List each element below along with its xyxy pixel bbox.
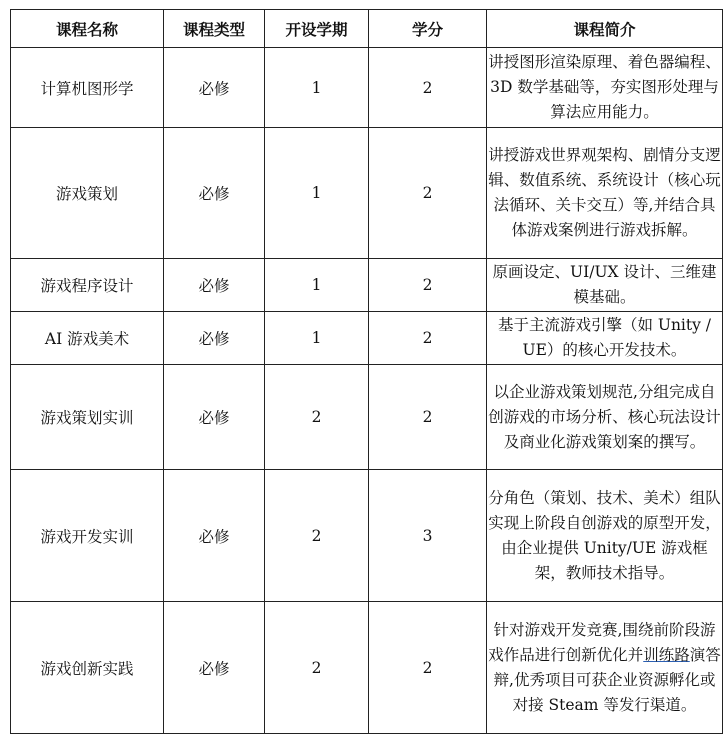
cell-course-name: 游戏程序设计 — [11, 259, 164, 312]
header-course-name: 课程名称 — [11, 10, 164, 48]
cell-credits: 2 — [369, 48, 487, 128]
cell-course-name: 计算机图形学 — [11, 48, 164, 128]
cell-semester: 1 — [265, 48, 369, 128]
table-row — [11, 259, 723, 312]
course-table — [10, 9, 723, 734]
cell-course-type: 必修 — [164, 312, 265, 365]
table-row — [11, 312, 723, 365]
cell-semester: 1 — [265, 312, 369, 365]
cell-course-type: 必修 — [164, 128, 265, 259]
cell-course-name: 游戏策划实训 — [11, 365, 164, 470]
header-semester: 开设学期 — [265, 10, 369, 48]
table-row — [11, 470, 723, 602]
cell-description: 以企业游戏策划规范,分组完成自创游戏的市场分析、核心玩法设计及商业化游戏策划案的撰写。 — [487, 365, 723, 470]
table-row — [11, 128, 723, 259]
cell-course-name: 游戏创新实践 — [11, 602, 164, 734]
description-text: 演答辩,优秀项目可获企业资源孵化或对接 Steam 等发行渠道。 — [493, 645, 721, 714]
cell-semester: 1 — [265, 259, 369, 312]
cell-course-type: 必修 — [164, 470, 265, 602]
cell-course-type: 必修 — [164, 602, 265, 734]
header-course-type: 课程类型 — [164, 10, 265, 48]
cell-description: 讲授游戏世界观架构、剧情分支逻辑、数值系统、系统设计（核心玩法循环、关卡交互）等,并结合具体游戏案例进行游戏拆解。 — [487, 128, 723, 259]
table-row — [11, 48, 723, 128]
header-credits: 学分 — [369, 10, 487, 48]
cell-description: 基于主流游戏引擎（如 Unity / UE）的核心开发技术。 — [487, 312, 723, 365]
cell-semester: 2 — [265, 602, 369, 734]
cell-description: 原画设定、UI/UX 设计、三维建模基础。 — [487, 259, 723, 312]
description-text: 针对游戏开发竞赛,围绕前阶段游戏作品进行创新优化并 — [488, 620, 716, 664]
underlined-link-text[interactable]: 训练路 — [643, 645, 690, 664]
cell-course-type: 必修 — [164, 365, 265, 470]
cell-semester: 2 — [265, 470, 369, 602]
cell-description: 分角色（策划、技术、美术）组队实现上阶段自创游戏的原型开发，由企业提供 Unity/UE 游戏框架，教师技术指导。 — [487, 470, 723, 602]
cell-credits: 2 — [369, 259, 487, 312]
cell-semester: 2 — [265, 365, 369, 470]
header-row — [11, 10, 723, 48]
header-description: 课程简介 — [487, 10, 723, 48]
cell-credits: 2 — [369, 602, 487, 734]
cell-credits: 3 — [369, 470, 487, 602]
table-row — [11, 365, 723, 470]
cell-course-type: 必修 — [164, 48, 265, 128]
cell-semester: 1 — [265, 128, 369, 259]
cell-course-name: 游戏开发实训 — [11, 470, 164, 602]
cell-description — [487, 602, 723, 734]
cell-course-name: AI 游戏美术 — [11, 312, 164, 365]
cell-credits: 2 — [369, 128, 487, 259]
table-row — [11, 602, 723, 734]
cell-course-name: 游戏策划 — [11, 128, 164, 259]
cell-description: 讲授图形渲染原理、着色器编程、3D 数学基础等，夯实图形处理与算法应用能力。 — [487, 48, 723, 128]
cell-credits: 2 — [369, 312, 487, 365]
cell-credits: 2 — [369, 365, 487, 470]
cell-course-type: 必修 — [164, 259, 265, 312]
